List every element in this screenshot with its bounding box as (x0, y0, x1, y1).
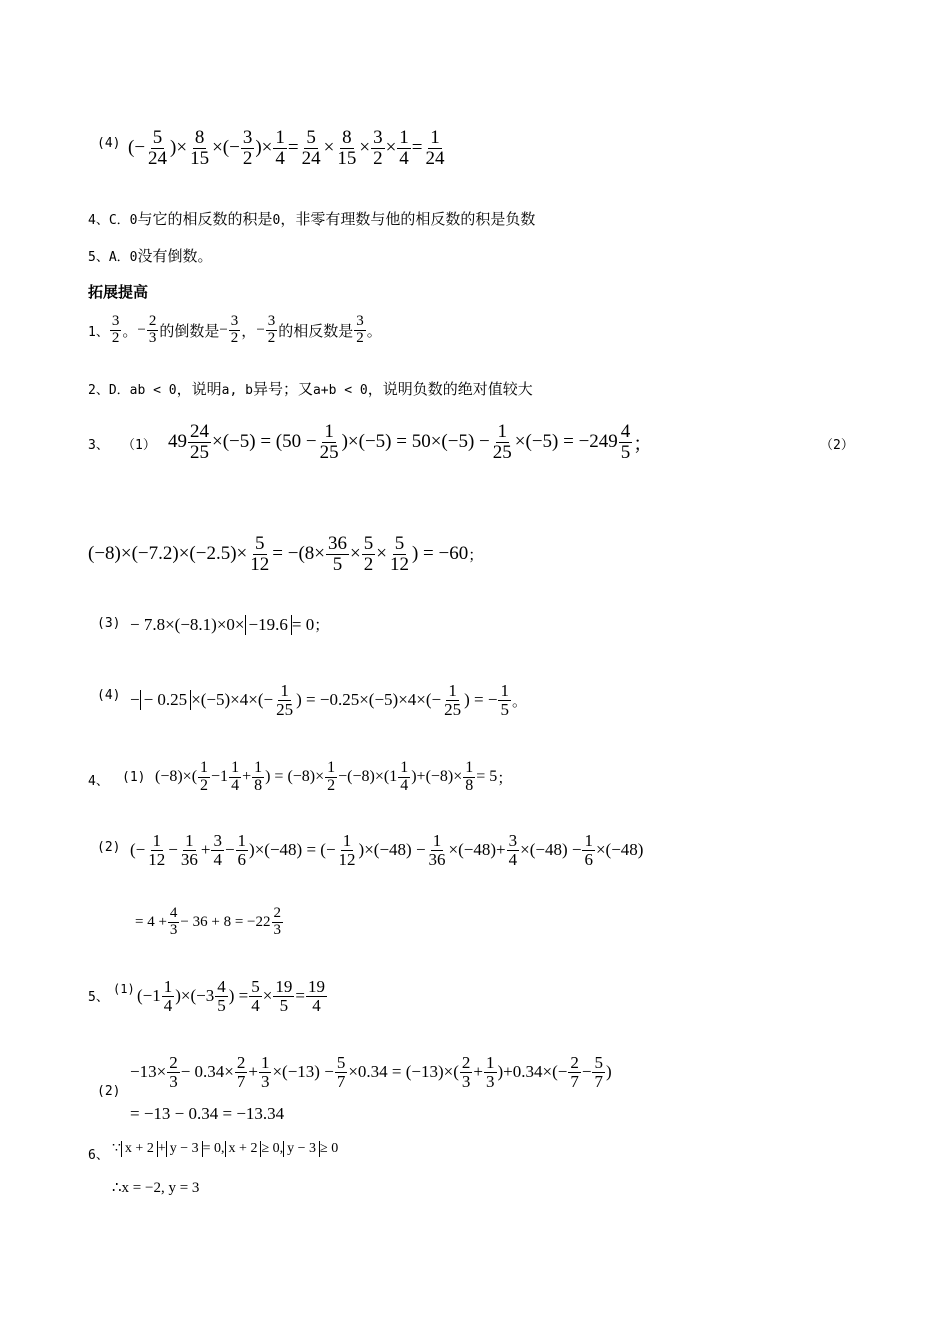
answer-5: 5、A．0没有倒数。 (88, 247, 213, 265)
extension-item-2: 2、D．ab < 0，说明a, b异号；又a+b < 0，说明负数的绝对值较大 (88, 380, 533, 398)
item-label: (4) (97, 136, 121, 151)
extension-item-1: 1、 3 2 。 − $\frac{2}{3}$ 的倒数是 − $\frac{3}{2}$ ， − $\frac{3}{2}$ 的相反数是 3 2 。 (88, 313, 382, 346)
equation: (− $\frac{5}{24}$ )× $\frac{8}{15}$ ×(− $\frac{3}{2}$ )× $\frac{1}{4}$ = $\frac{5}{24}$ × $\frac{8}{15}$ × $\frac{3}{2}$ × $\frac{1}{4}$ = $\frac{1}{24}$ (128, 127, 445, 169)
section-title: 拓展提高 (88, 283, 149, 301)
answer-4: 4、C．0与它的相反数的积是0，非零有理数与他的相反数的积是负数 (88, 210, 536, 228)
